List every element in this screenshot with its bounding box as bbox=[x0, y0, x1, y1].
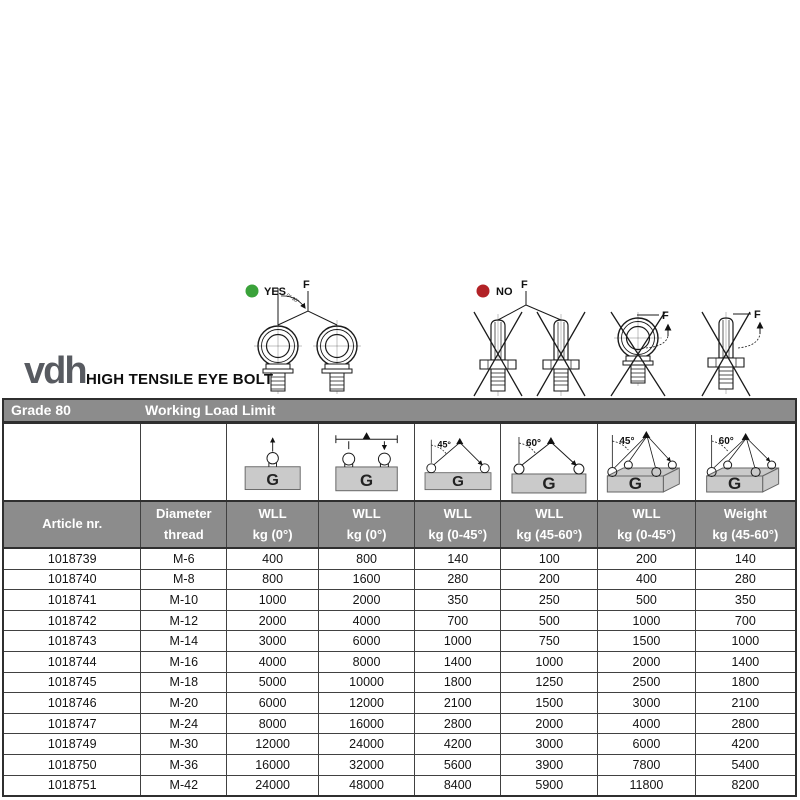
table-cell: 3900 bbox=[501, 754, 598, 775]
vdh-logo: vdh bbox=[24, 350, 86, 392]
header-line: WLL bbox=[352, 505, 381, 521]
header-line: WLL bbox=[258, 505, 287, 521]
table-cell: 1018749 bbox=[3, 734, 141, 755]
table-cell: 350 bbox=[415, 590, 501, 611]
load-label: G bbox=[451, 473, 464, 491]
table-cell: M-36 bbox=[141, 754, 227, 775]
no-label: NO bbox=[496, 286, 513, 298]
table-row bbox=[3, 734, 796, 755]
table-cell: 48000 bbox=[319, 775, 415, 796]
table-cell: 1800 bbox=[415, 672, 501, 693]
angle-label: 60° bbox=[718, 436, 734, 447]
table-cell: 500 bbox=[501, 610, 598, 631]
table-cell: 4000 bbox=[319, 610, 415, 631]
table-cell: 8000 bbox=[227, 713, 319, 734]
usage-diagrams bbox=[0, 0, 800, 398]
load-label: G bbox=[727, 474, 741, 493]
header-row bbox=[3, 501, 796, 548]
table-cell: 6000 bbox=[319, 631, 415, 652]
table-cell: 280 bbox=[415, 569, 501, 590]
table-cell: M-16 bbox=[141, 651, 227, 672]
table-cell: 1018747 bbox=[3, 713, 141, 734]
angle-label: 60° bbox=[526, 438, 542, 450]
force-label: F bbox=[521, 279, 528, 291]
table-cell: 1600 bbox=[319, 569, 415, 590]
table-row bbox=[3, 693, 796, 714]
table-cell: 24000 bbox=[319, 734, 415, 755]
header-line: Diameter bbox=[155, 505, 212, 521]
table-cell: 2800 bbox=[695, 713, 796, 734]
table-row bbox=[3, 651, 796, 672]
table-cell: 5600 bbox=[415, 754, 501, 775]
table-cell: 400 bbox=[227, 548, 319, 569]
table-cell: 2000 bbox=[319, 590, 415, 611]
load-label: G bbox=[360, 470, 374, 490]
table-cell: M-18 bbox=[141, 672, 227, 693]
table-cell: M-10 bbox=[141, 590, 227, 611]
lift-4leg-60-icon bbox=[698, 427, 793, 497]
header-line: kg (0°) bbox=[346, 526, 387, 542]
table-cell: 100 bbox=[501, 548, 598, 569]
sling-lines bbox=[278, 311, 337, 325]
lift-4leg-45-icon bbox=[600, 427, 693, 497]
eye-bolt-front-icon bbox=[313, 320, 361, 394]
lift-2leg-60-cell bbox=[501, 423, 598, 501]
table-cell: 1018741 bbox=[3, 590, 141, 611]
lift-vertical-double-icon bbox=[321, 427, 412, 497]
table-cell: 1500 bbox=[501, 693, 598, 714]
table-cell: 700 bbox=[415, 610, 501, 631]
angle-range-label: 0°-90° bbox=[284, 292, 301, 306]
header-line: kg (0-45°) bbox=[428, 526, 488, 542]
table-cell: 5900 bbox=[501, 775, 598, 796]
table-cell: 1000 bbox=[598, 610, 696, 631]
table-cell: 1018739 bbox=[3, 548, 141, 569]
yes-label: YES bbox=[264, 286, 287, 298]
load-label: G bbox=[542, 473, 556, 493]
table-cell: 280 bbox=[695, 569, 796, 590]
yes-indicator-dot bbox=[246, 285, 259, 298]
lift-vertical-single-icon bbox=[229, 427, 316, 497]
empty-cell bbox=[141, 423, 227, 501]
table-cell: 4200 bbox=[695, 734, 796, 755]
table-cell: 4200 bbox=[415, 734, 501, 755]
table-cell: M-8 bbox=[141, 569, 227, 590]
table-row bbox=[3, 672, 796, 693]
table-row bbox=[3, 775, 796, 796]
table-cell: 1250 bbox=[501, 672, 598, 693]
table-cell: 2000 bbox=[227, 610, 319, 631]
table-cell: M-24 bbox=[141, 713, 227, 734]
table-cell: 1000 bbox=[227, 590, 319, 611]
table-cell: M-30 bbox=[141, 734, 227, 755]
table-cell: 1000 bbox=[501, 651, 598, 672]
table-cell: 1018745 bbox=[3, 672, 141, 693]
angle-label: 45° bbox=[437, 439, 451, 450]
col-header-wll-0-single bbox=[227, 501, 319, 548]
table-cell: 2100 bbox=[415, 693, 501, 714]
col-header-article bbox=[3, 501, 141, 548]
lift-2leg-45-icon bbox=[417, 427, 499, 497]
header-line: Weight bbox=[723, 505, 767, 521]
table-row bbox=[3, 569, 796, 590]
load-label: G bbox=[266, 470, 279, 489]
col-header-wll-0-45-quad bbox=[598, 501, 696, 548]
table-cell: 800 bbox=[319, 548, 415, 569]
table-cell: 1000 bbox=[415, 631, 501, 652]
table-cell: 3000 bbox=[598, 693, 696, 714]
wll-table-block bbox=[2, 398, 797, 797]
table-cell: 1800 bbox=[695, 672, 796, 693]
header-line: WLL bbox=[535, 505, 564, 521]
header-line: Article nr. bbox=[42, 516, 103, 532]
load-label: G bbox=[628, 474, 643, 493]
table-cell: 140 bbox=[415, 548, 501, 569]
table-cell: 400 bbox=[598, 569, 696, 590]
wll-table bbox=[2, 422, 797, 797]
table-row bbox=[3, 754, 796, 775]
header-line: WLL bbox=[632, 505, 661, 521]
table-cell: 1018743 bbox=[3, 631, 141, 652]
lift-2leg-60-icon bbox=[503, 427, 595, 497]
table-cell: 8200 bbox=[695, 775, 796, 796]
table-cell: M-42 bbox=[141, 775, 227, 796]
header-line: kg (0°) bbox=[252, 526, 293, 542]
col-header-wll-0-45 bbox=[415, 501, 501, 548]
incorrect-usage-diagram bbox=[474, 279, 761, 396]
product-title: HIGH TENSILE EYE BOLT bbox=[86, 371, 274, 388]
table-row bbox=[3, 713, 796, 734]
force-label: F bbox=[662, 310, 669, 322]
table-cell: 1000 bbox=[695, 631, 796, 652]
table-cell: M-14 bbox=[141, 631, 227, 652]
table-cell: 5000 bbox=[227, 672, 319, 693]
table-cell: 2800 bbox=[415, 713, 501, 734]
lift-vertical-double-cell bbox=[319, 423, 415, 501]
table-cell: 11800 bbox=[598, 775, 696, 796]
table-cell: 250 bbox=[501, 590, 598, 611]
eye-bolt-front-icon bbox=[614, 312, 662, 386]
table-cell: 1018746 bbox=[3, 693, 141, 714]
table-cell: 2000 bbox=[501, 713, 598, 734]
table-cell: 200 bbox=[501, 569, 598, 590]
header-line: WLL bbox=[443, 505, 472, 521]
table-cell: 16000 bbox=[319, 713, 415, 734]
table-row bbox=[3, 548, 796, 569]
table-cell: 3000 bbox=[501, 734, 598, 755]
table-cell: 2500 bbox=[598, 672, 696, 693]
table-cell: 4000 bbox=[227, 651, 319, 672]
grade-label: Grade 80 bbox=[11, 402, 71, 418]
table-banner bbox=[2, 398, 797, 422]
col-header-diameter bbox=[141, 501, 227, 548]
table-cell: 140 bbox=[695, 548, 796, 569]
table-cell: 3000 bbox=[227, 631, 319, 652]
lift-4leg-45-cell bbox=[598, 423, 696, 501]
table-cell: 6000 bbox=[227, 693, 319, 714]
force-label: F bbox=[754, 309, 761, 321]
table-cell: 1018740 bbox=[3, 569, 141, 590]
empty-cell bbox=[3, 423, 141, 501]
banner-title: Working Load Limit bbox=[145, 402, 276, 418]
header-line: thread bbox=[163, 526, 204, 542]
table-cell: 16000 bbox=[227, 754, 319, 775]
header-line: kg (0-45°) bbox=[617, 526, 676, 542]
table-cell: 800 bbox=[227, 569, 319, 590]
col-header-weight bbox=[695, 501, 796, 548]
table-cell: 2100 bbox=[695, 693, 796, 714]
table-row bbox=[3, 610, 796, 631]
table-cell: 1500 bbox=[598, 631, 696, 652]
table-cell: 8000 bbox=[319, 651, 415, 672]
table-cell: 7800 bbox=[598, 754, 696, 775]
table-cell: 500 bbox=[598, 590, 696, 611]
table-cell: 200 bbox=[598, 548, 696, 569]
table-cell: 700 bbox=[695, 610, 796, 631]
table-cell: M-6 bbox=[141, 548, 227, 569]
pull-direction-arc bbox=[738, 334, 760, 348]
table-cell: 350 bbox=[695, 590, 796, 611]
table-cell: 5400 bbox=[695, 754, 796, 775]
table-cell: 1018751 bbox=[3, 775, 141, 796]
table-cell: M-20 bbox=[141, 693, 227, 714]
table-cell: 6000 bbox=[598, 734, 696, 755]
table-cell: 1400 bbox=[695, 651, 796, 672]
table-cell: 2000 bbox=[598, 651, 696, 672]
table-cell: 1018744 bbox=[3, 651, 141, 672]
table-cell: 1018750 bbox=[3, 754, 141, 775]
table-body bbox=[3, 548, 796, 796]
table-cell: 32000 bbox=[319, 754, 415, 775]
col-header-wll-45-60 bbox=[501, 501, 598, 548]
table-cell: 4000 bbox=[598, 713, 696, 734]
force-label: F bbox=[303, 279, 310, 291]
table-cell: 1018742 bbox=[3, 610, 141, 631]
table-cell: 10000 bbox=[319, 672, 415, 693]
icon-row bbox=[3, 423, 796, 501]
table-cell: 12000 bbox=[227, 734, 319, 755]
lift-2leg-45-cell bbox=[415, 423, 501, 501]
lift-vertical-single-cell bbox=[227, 423, 319, 501]
header-line: kg (45-60°) bbox=[712, 526, 779, 542]
table-cell: 24000 bbox=[227, 775, 319, 796]
col-header-wll-0-double bbox=[319, 501, 415, 548]
angle-label: 45° bbox=[619, 436, 635, 447]
table-row bbox=[3, 590, 796, 611]
table-cell: 12000 bbox=[319, 693, 415, 714]
lift-4leg-60-cell bbox=[695, 423, 796, 501]
table-row bbox=[3, 631, 796, 652]
no-indicator-dot bbox=[477, 285, 490, 298]
table-cell: M-12 bbox=[141, 610, 227, 631]
table-cell: 750 bbox=[501, 631, 598, 652]
table-cell: 8400 bbox=[415, 775, 501, 796]
header-line: kg (45-60°) bbox=[516, 526, 583, 542]
table-cell: 1400 bbox=[415, 651, 501, 672]
